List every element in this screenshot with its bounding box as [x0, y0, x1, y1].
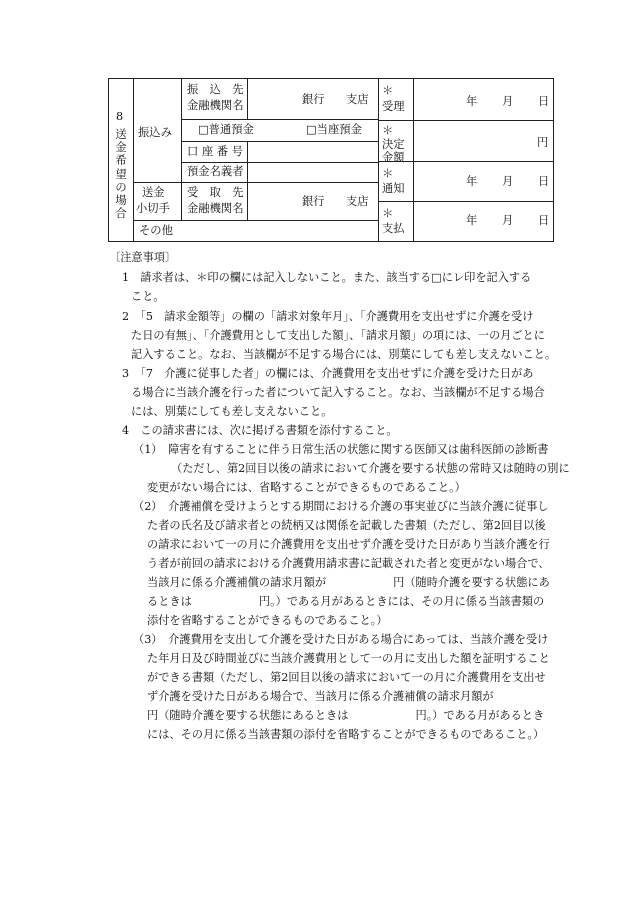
shiharai-day: 日: [538, 214, 550, 227]
note-line: には、別葉にしても差し支えないこと。: [131, 405, 333, 418]
note-line: ず介護を受けた日がある場合で、当該月に係る介護補償の請求月額が: [147, 690, 494, 703]
account-holder-label: 預金名義者: [187, 165, 244, 178]
note-line: 添付を省略することができるものであること。）: [147, 614, 388, 627]
tsuchi-day: 日: [538, 175, 550, 188]
shiharai-label: 支払: [382, 222, 405, 235]
touza-yokin-checkbox[interactable]: □当座預金: [306, 123, 362, 136]
note-line: 変更がない場合には、省略することができるものであること。）: [147, 481, 466, 494]
tsuchi-month: 月: [502, 175, 514, 188]
asterisk-juri: ＊: [382, 84, 394, 97]
soukin-label-line2: 小切手: [136, 202, 170, 215]
notes-header: 〔注意事項〕: [109, 251, 177, 264]
furikomi-label: 振込み: [138, 126, 172, 139]
asterisk-tsuchi: ＊: [382, 167, 394, 180]
note-line: 2 「5 請求金額等」の欄の「請求対象年月」、「介護費用を支出せずに介護を受け: [122, 310, 534, 323]
uketorisaki-label-line2: 金融機関名: [187, 202, 244, 215]
note-line: （1） 障害を有することに伴う日常生活の状態に関する医師又は歯科医師の診断書: [133, 443, 549, 456]
note-line: た者の氏名及び請求者との続柄又は関係を記載した書類（ただし、第2回目以後: [147, 519, 546, 532]
note-line: た年月日及び時間並びに当該介護費用として一の月に支出した額を証明すること: [147, 652, 550, 665]
tsuchi-year: 年: [466, 175, 478, 188]
note-line: こと。: [131, 290, 165, 303]
branch-label-1: 支店: [346, 93, 369, 106]
note-line: 1 請求者は、＊印の欄には記入しないこと。また、該当する□にレ印を記入する: [122, 271, 532, 284]
bank-label-2: 銀行: [302, 195, 325, 208]
note-line: た日の有無」、「介護費用として支出した額」、「請求月額」の項には、一の月ごとに: [131, 329, 545, 342]
kettei-label-line2: 金額: [382, 151, 405, 164]
furikomisaki-label-line1: 振 込 先: [187, 83, 244, 96]
note-line: （2） 介護補償を受けようとする期間における介護の事実並びに当該介護に従事し: [133, 500, 549, 513]
note-line: （ただし、第2回目以後の請求において介護を要する状態の常時又は随時の別に: [171, 462, 570, 475]
furikomisaki-label-line2: 金融機関名: [187, 99, 244, 112]
note-line: 円（随時介護を要する状態にあるときは 円。）である月があるとき: [147, 709, 545, 722]
account-number-label: 口 座 番 号: [187, 145, 243, 158]
note-line: う者が前回の請求における介護費用請求書に記載された者と変更がない場合で、: [147, 557, 550, 570]
note-line: の請求において一の月に介護費用を支出せず介護を受けた日があり当該介護を行: [147, 538, 550, 551]
note-line: るときは 円。）である月があるときには、その月に係る当該書類の: [147, 595, 545, 608]
note-line: （3） 介護費用を支出して介護を受けた日がある場合にあっては、当該介護を受け: [133, 633, 549, 646]
bank-label-1: 銀行: [302, 93, 325, 106]
note-line: る場合に当該介護を行った者について記入すること。なお、当該欄が不足する場合: [131, 386, 545, 399]
kettei-label-line1: 決定: [382, 138, 405, 151]
asterisk-shiharai: ＊: [382, 207, 394, 220]
sonota-label: その他: [139, 224, 173, 237]
note-line: ができる書類（ただし、第2回目以後の請求において一の月に介護費用を支出せ: [147, 671, 546, 684]
soukin-label-line1: 送金: [142, 186, 165, 199]
note-line: 3 「7 介護に従事した者」の欄には、介護費用を支出せずに介護を受けた日があ: [122, 367, 534, 380]
juri-day: 日: [538, 95, 550, 108]
section-title: 送金希望の場合: [115, 128, 127, 221]
tsuchi-label: 通知: [382, 182, 405, 195]
section-number: 8: [116, 110, 124, 123]
uketorisaki-label-line1: 受 取 先: [187, 186, 244, 199]
juri-year: 年: [466, 95, 478, 108]
kettei-yen: 円: [537, 136, 549, 149]
note-line: 記入すること。なお、当該欄が不足する場合には、別葉にしても差し支えないこと。: [131, 348, 557, 361]
juri-label: 受理: [382, 100, 405, 113]
branch-label-2: 支店: [346, 195, 369, 208]
note-line: 当該月に係る介護補償の請求月額が 円（随時介護を要する状態にあ: [147, 576, 550, 589]
note-line: には、その月に係る当該書類の添付を省略することができるものであること。）: [147, 728, 545, 741]
futsuu-yokin-checkbox[interactable]: □普通預金: [198, 123, 254, 136]
juri-month: 月: [502, 95, 514, 108]
shiharai-month: 月: [502, 214, 514, 227]
shiharai-year: 年: [466, 214, 478, 227]
note-line: 4 この請求書には、次に掲げる書類を添付すること。: [122, 424, 398, 437]
asterisk-kettei: ＊: [382, 124, 394, 137]
